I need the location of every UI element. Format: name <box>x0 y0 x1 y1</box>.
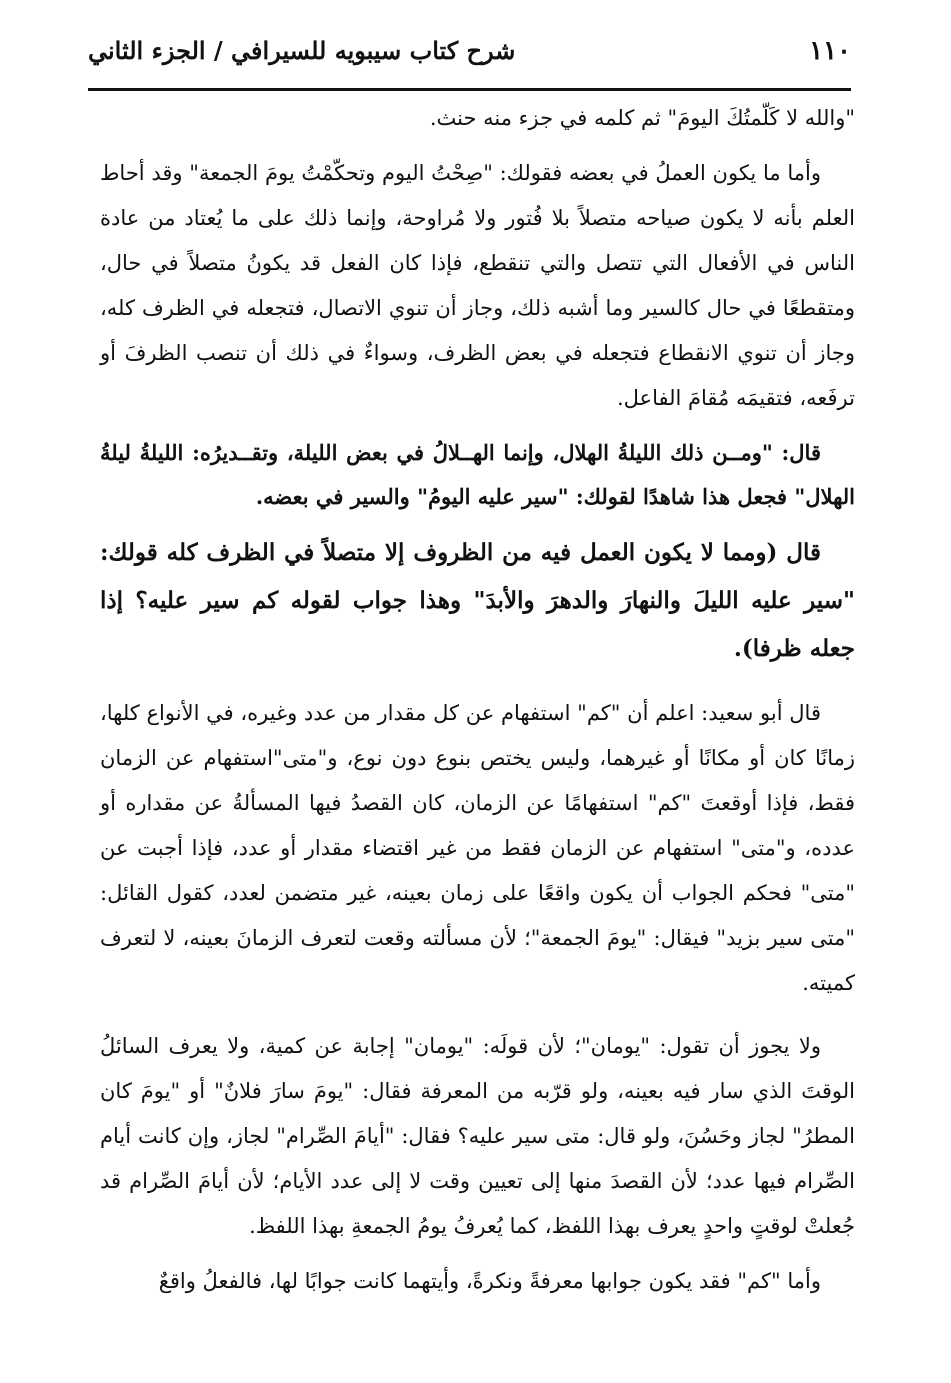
paragraph-6: ولا يجوز أن تقول: "يومان"؛ لأن قولَه: "يومان" إجابة عن كمية، ولا يعرف السائلُ الوقتَ الذي سار فيه بعينه، ولو قرّبه من المعرفة فقال: "يومَ سارَ فلانٌ" أو "يومَ كان المطرُ" لجاز وحَسُنَ، ولو قال: متى سير عليه؟ فقال: "أيامَ الصِّرام" لجاز، وإن كانت أيام الصِّرام فيها عدد؛ لأن القصدَ منها إلى تعيين وقت لا إلى عدد الأيام؛ لأن أيامَ الصِّرام قد جُعلتْ لوقتٍ واحدٍ يعرف بهذا اللفظ، كما يُعرفُ يومُ الجمعةِ بهذا اللفظ. <box>100 1034 855 1238</box>
paragraph-5: قال أبو سعيد: اعلم أن "كم" استفهام عن كل مقدار من عدد وغيره، في الأنواع كلها، زمانًا كان أو مكانًا أو غيرهما، وليس يختص بنوع دون نوع، و"متى"استفهام عن الزمان فقط، فإذا أوقعتَ "كم" استفهامًا عن الزمان، كان القصدُ فيها المسألةُ عن مقداره أو عدده، و"متى" استفهام عن الزمان فقط من غير اقتضاء مقدار أو عدد، فإذا أجبت عن "متى" فحكم الجواب أن يكون واقعًا على زمان بعينه، غير متضمن لعدد، كقول القائل: "متى سير بزيد" فيقال: "يومَ الجمعة"؛ لأن مسألته وقعت لتعرف الزمانَ بعينه، لا لتعرف كميته. <box>100 701 855 995</box>
page-number: ١١٠ <box>809 36 851 66</box>
quote-paragraph-3: قال: "ومــن ذلك الليلةُ الهلال، وإنما الهــلالُ في بعض الليلة، وتقــديرُه: الليلةُ ليلةُ الهلال" فجعل هذا شاهدًا لقولك: "سير عليه اليومُ" والسير في بعضه. <box>100 440 855 509</box>
paragraph-1: "والله لا كَلّمتُكَ اليومَ" ثم كلمه في جزء منه حنث. <box>429 106 855 130</box>
page-header <box>88 28 851 86</box>
header-divider <box>88 88 851 91</box>
quote-paragraph-4: قال (ومما لا يكون العمل فيه من الظروف إلا متصلاً في الظرف كله قولك: "سير عليه الليلَ والنهارَ والدهرَ والأبدَ" وهذا جواب لقوله كم سير عليه؟ إذا جعله ظرفا). <box>100 539 855 662</box>
paragraph-7: وأما "كم" فقد يكون جوابها معرفةً ونكرةً، وأيتهما كانت جوابًا لها، فالفعلُ واقعٌ <box>158 1269 821 1293</box>
paragraph-2: وأما ما يكون العملُ في بعضه فقولك: "صِحْتُ اليوم وتحكّمْتُ يومَ الجمعة" وقد أحاط العلم بأنه لا يكون صياحه متصلاً بلا فُتور ولا مُراوحة، وإنما ذلك على ما يُعتاد من عادة الناس في الأفعال التي تتصل والتي تنقطع، فإذا كان الفعل قد يكونُ متصلاً في حال، ومتقطعًا في حال كالسير وما أشبه ذلك، وجاز أن تنوي الاتصال، فتجعله في الظرف كله، وجاز أن تنوي الانقطاع فتجعله في بعض الظرف، وسواءٌ في ذلك أن تنصب الظرفَ أو ترفَعه، فتقيمَه مُقامَ الفاعل. <box>100 161 855 410</box>
running-title: شرح كتاب سيبويه للسيرافي / الجزء الثاني <box>88 36 516 65</box>
page-body <box>100 96 855 1304</box>
